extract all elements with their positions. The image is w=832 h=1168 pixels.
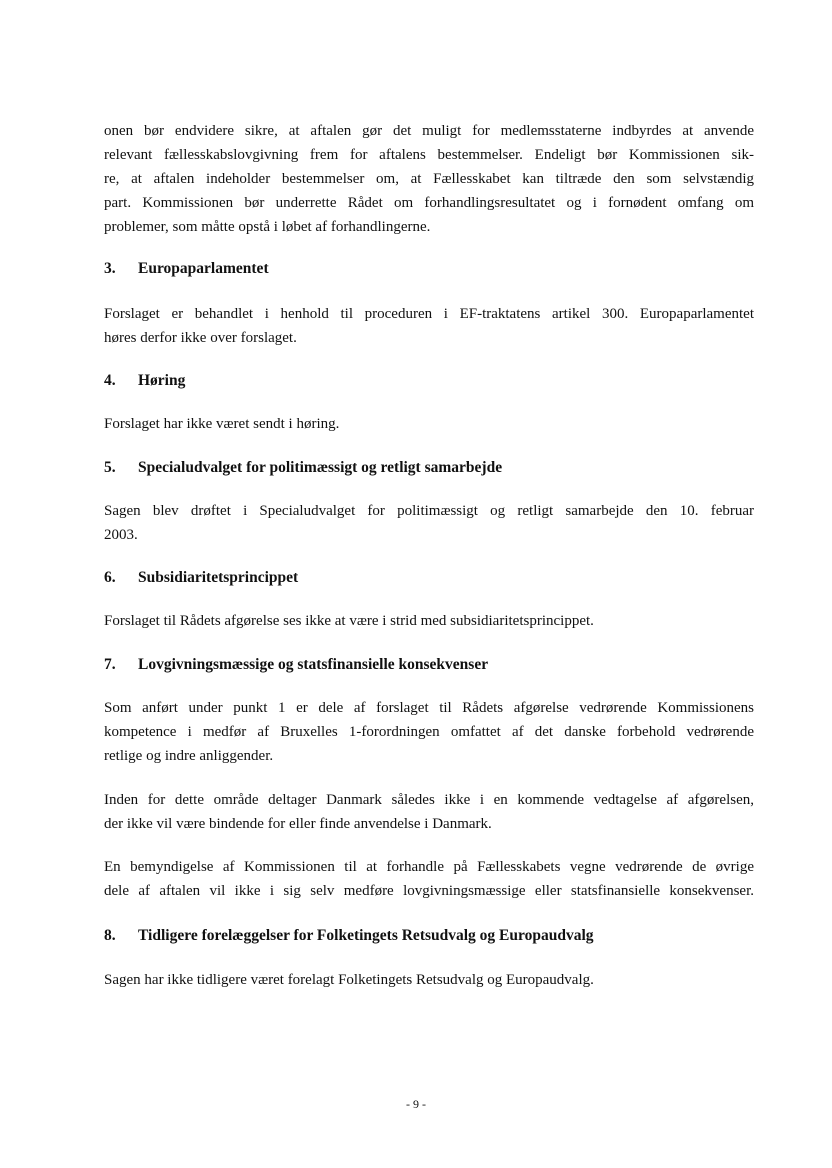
text-line: Forslaget er behandlet i henhold til proceduren i EF-traktatens artikel 300. Europaparlamentet bbox=[104, 306, 754, 322]
text-line: Sagen har ikke tidligere været forelagt Folketingets Retsudvalg og Europaudvalg. bbox=[104, 972, 594, 988]
section-number: 5. bbox=[104, 459, 116, 476]
section-title: Høring bbox=[138, 372, 186, 389]
section-heading-8 bbox=[104, 925, 594, 947]
section-title: Lovgivningsmæssige og statsfinansielle konsekvenser bbox=[138, 656, 489, 673]
section-title: Specialudvalget for politimæssigt og retligt samarbejde bbox=[138, 459, 503, 476]
section-number: 6. bbox=[104, 569, 116, 586]
section-number: 8. bbox=[104, 927, 116, 944]
section-heading-6 bbox=[104, 567, 298, 589]
section-heading-7 bbox=[104, 654, 488, 676]
text-line: Inden for dette område deltager Danmark således ikke i en kommende vedtagelse af afgørelsen, bbox=[104, 792, 754, 808]
text-line: Forslaget har ikke været sendt i høring. bbox=[104, 416, 340, 432]
text-line: re, at aftalen indeholder bestemmelser om, at Fællesskabet kan tiltræde den som selvstændig bbox=[104, 171, 754, 187]
section-title: Tidligere forelæggelser for Folketingets Retsudvalg og Europaudvalg bbox=[138, 927, 594, 944]
text-line: Sagen blev drøftet i Specialudvalget for politimæssigt og retligt samarbejde den 10. februar bbox=[104, 503, 754, 519]
section-5-paragraph bbox=[104, 499, 754, 547]
text-line: onen bør endvidere sikre, at aftalen gør det muligt for medlemsstaterne indbyrdes at anvende bbox=[104, 123, 754, 139]
text-line: kompetence i medfør af Bruxelles 1-forordningen omfattet af det danske forbehold vedrørende bbox=[104, 724, 754, 740]
section-3-paragraph bbox=[104, 302, 754, 350]
text-line: høres derfor ikke over forslaget. bbox=[104, 330, 297, 346]
text-line: 2003. bbox=[104, 527, 138, 543]
section-7-paragraph-1 bbox=[104, 696, 754, 768]
text-line: der ikke vil være bindende for eller finde anvendelse i Danmark. bbox=[104, 816, 492, 832]
section-title: Europaparlamentet bbox=[138, 260, 269, 277]
section-8-paragraph bbox=[104, 968, 754, 992]
text-line: problemer, som måtte opstå i løbet af forhandlingerne. bbox=[104, 219, 431, 235]
section-heading-4 bbox=[104, 370, 185, 392]
section-heading-5 bbox=[104, 457, 502, 479]
section-number: 4. bbox=[104, 372, 116, 389]
text-line: part. Kommissionen bør underrette Rådet om forhandlingsresultatet og i fornødent omfang om bbox=[104, 195, 754, 211]
text-line: relevant fællesskabslovgivning frem for aftalens bestemmelser. Endeligt bør Kommissionen sik- bbox=[104, 147, 754, 163]
intro-paragraph bbox=[104, 119, 754, 239]
text-line: Forslaget til Rådets afgørelse ses ikke at være i strid med subsidiaritetsprincippet. bbox=[104, 613, 594, 629]
text-line: dele af aftalen vil ikke i sig selv medføre lovgivningsmæssige eller statsfinansielle konsekvenser. bbox=[104, 883, 754, 899]
section-6-paragraph bbox=[104, 609, 754, 633]
text-line: En bemyndigelse af Kommissionen til at forhandle på Fællesskabets vegne vedrørende de øvrige bbox=[104, 859, 754, 875]
page-number: - 9 - bbox=[406, 1097, 426, 1111]
section-7-paragraph-2 bbox=[104, 788, 754, 836]
text-line: retlige og indre anliggender. bbox=[104, 748, 274, 764]
section-number: 3. bbox=[104, 260, 116, 277]
section-number: 7. bbox=[104, 656, 116, 673]
section-title: Subsidiaritetsprincippet bbox=[138, 569, 299, 586]
text-line: Som anført under punkt 1 er dele af forslaget til Rådets afgørelse vedrørende Kommissionens bbox=[104, 700, 754, 716]
section-7-paragraph-3 bbox=[104, 855, 754, 903]
section-4-paragraph bbox=[104, 412, 754, 436]
section-heading-3 bbox=[104, 258, 269, 280]
